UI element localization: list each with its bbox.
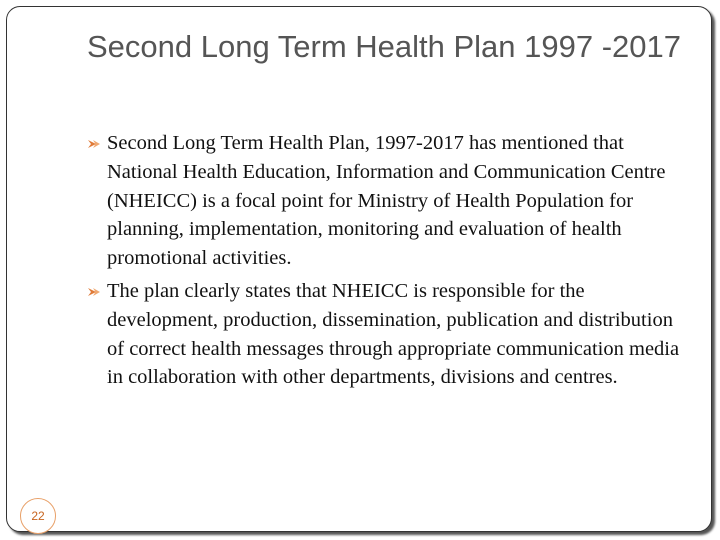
page-number-badge: 22: [20, 498, 56, 534]
arrow-bullet-icon: [87, 286, 101, 298]
slide-frame: [6, 6, 712, 532]
bullet-text: The plan clearly states that NHEICC is responsible for the development, production, dissemination, publication and distribution of correct health messages through appropriate communication media in collaboration with other departments, divisions and centres.: [107, 279, 680, 389]
slide-title: Second Long Term Health Plan 1997 -2017: [87, 29, 682, 64]
arrow-bullet-icon: [87, 138, 101, 150]
bullet-item: [87, 277, 687, 392]
bullet-text: Second Long Term Health Plan, 1997-2017 has mentioned that National Health Education, Information and Communication Centre (NHEICC) is a focal point for Ministry of Health Population for planning, implementation, monitoring and evaluation of health promotional activities.: [107, 132, 666, 270]
slide-body: [87, 129, 687, 396]
bullet-item: [87, 129, 687, 273]
